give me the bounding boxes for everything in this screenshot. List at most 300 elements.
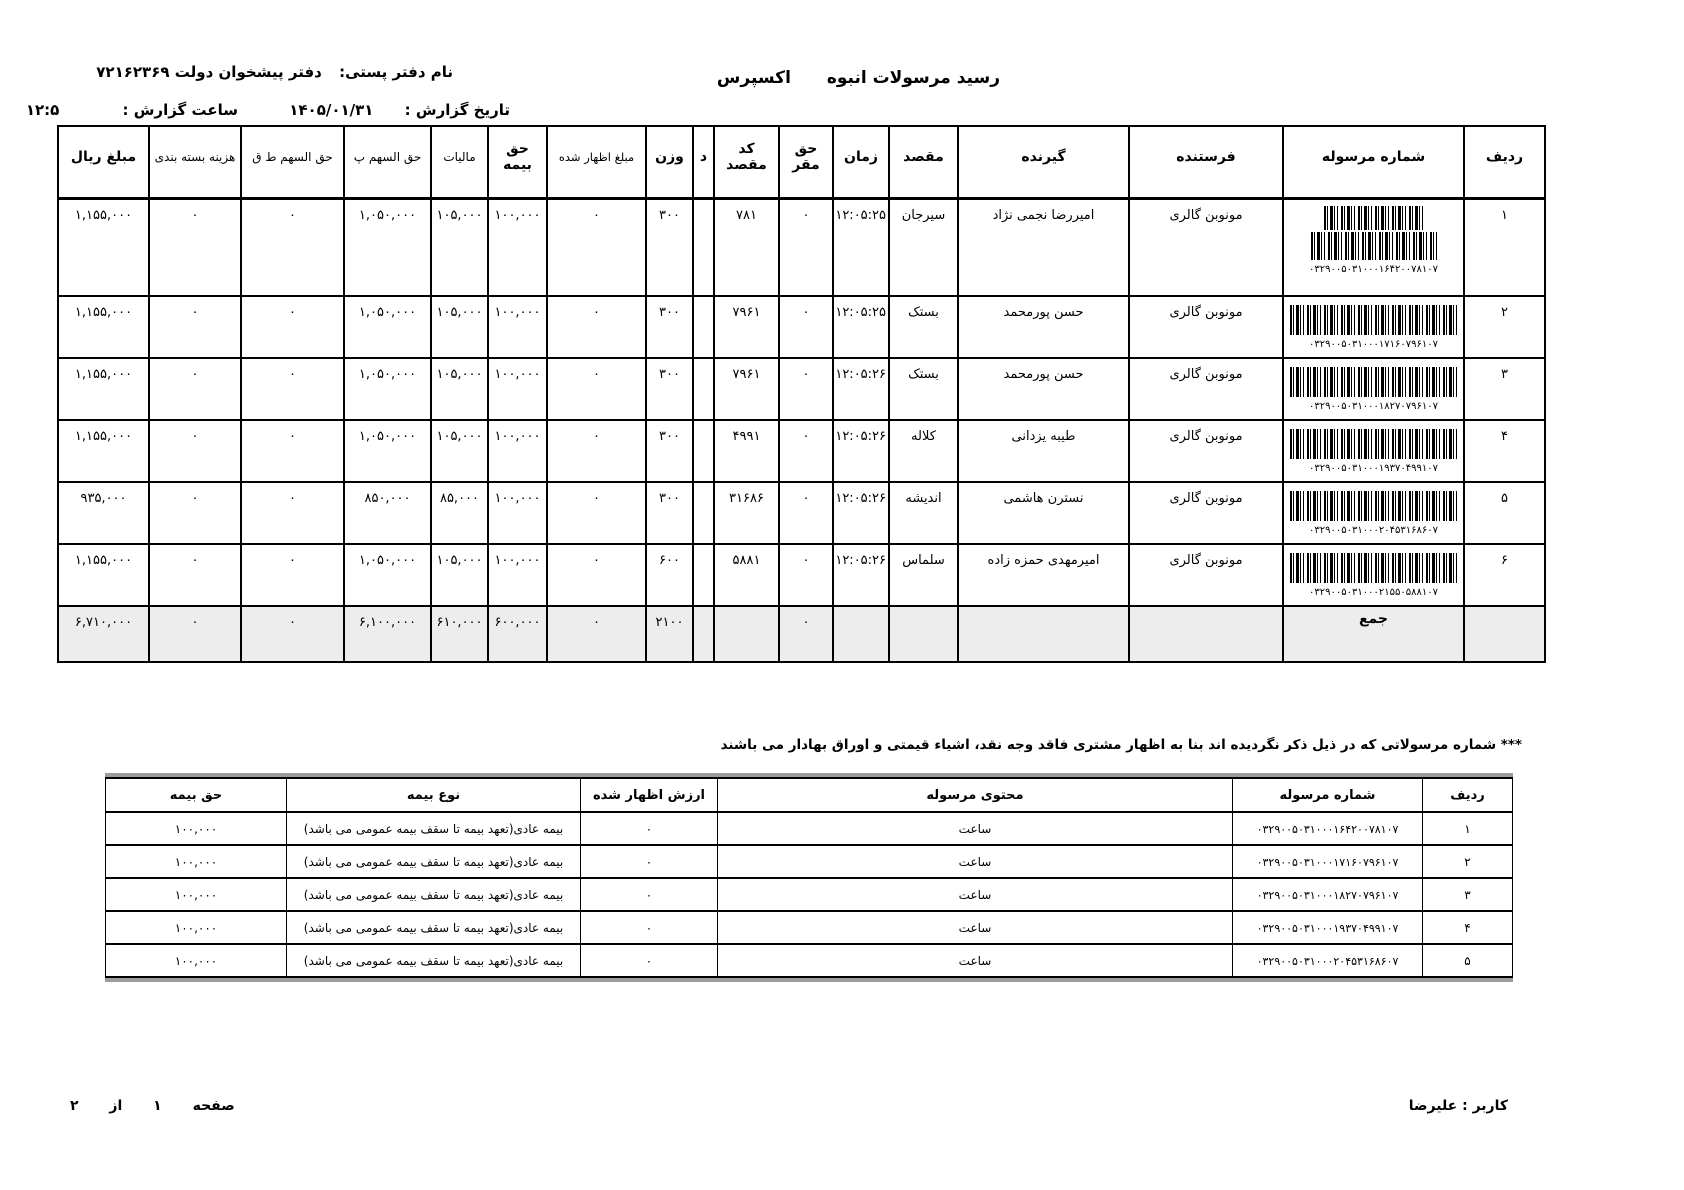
cell-tax (431, 296, 488, 358)
cell-value: ۳۰۰ (659, 208, 680, 223)
column-header-d: د (693, 126, 714, 199)
cell-value: ۹۳۵,۰۰۰ (80, 490, 127, 506)
column-header-insurance_fee: حق بیمه (106, 778, 287, 812)
cell-value: ۰ (289, 552, 296, 568)
cell-amount_rial (58, 358, 149, 420)
post-office-label: نام دفتر پستی: (339, 63, 453, 81)
cell-value: ۰ (289, 208, 296, 223)
cell-insurance (488, 544, 547, 606)
total-value: ۰ (802, 614, 810, 630)
cell-haq_maqar (779, 199, 833, 296)
cell-value: ۱,۰۵۰,۰۰۰ (358, 366, 417, 382)
column-header-declared: مبلغ اظهار شده (547, 126, 646, 199)
cell-insurance_type (287, 911, 581, 944)
cell-tracking (1283, 296, 1464, 358)
cell-value: بیمه عادی(تعهد بیمه تا سقف بیمه عمومی می باشد) (303, 854, 564, 869)
cell-value: ۱۰۵,۰۰۰ (436, 428, 483, 444)
cell-declared (547, 544, 646, 606)
cell-haq_maqar (779, 420, 833, 482)
cell-radif (1464, 482, 1545, 544)
total-cell-share_p (344, 606, 431, 662)
column-header-tracking: شماره مرسوله (1233, 778, 1423, 812)
cell-value: ۳ (1464, 887, 1471, 902)
cell-amount_rial (58, 482, 149, 544)
total-cell-dest_code (714, 606, 779, 662)
cell-d (693, 296, 714, 358)
column-header-radif: ردیف (1423, 778, 1513, 812)
shipments-table-container (57, 125, 1546, 663)
cell-weight (646, 420, 693, 482)
cell-declared_value (581, 944, 718, 977)
cell-value: ۲ (1501, 304, 1508, 320)
contents-row (106, 944, 1513, 977)
cell-dest_code (714, 199, 779, 296)
column-header-dest_code: کد مقصد (714, 126, 779, 199)
cell-value: ۱۲:۰۵:۲۵ (835, 208, 886, 223)
cell-d (693, 358, 714, 420)
cell-tracking (1283, 358, 1464, 420)
cell-share_tq (241, 199, 344, 296)
cell-value: ۰ (191, 208, 199, 223)
report-time-label: ساعت گزارش : (122, 101, 238, 119)
cell-value: ۰ (645, 920, 653, 935)
cell-tracking (1283, 199, 1464, 296)
cell-value: ۱۰۵,۰۰۰ (436, 552, 483, 568)
cell-sender (1129, 544, 1283, 606)
cell-value: ۰ (593, 552, 600, 568)
cell-packing (149, 199, 241, 296)
contents-table-container (105, 773, 1513, 982)
cell-radif (1464, 358, 1545, 420)
cell-destination (889, 296, 958, 358)
cell-value: ۱۲:۰۵:۲۶ (835, 428, 886, 444)
cell-declared (547, 420, 646, 482)
cell-value: ۰۳۲۹۰۰۵۰۳۱۰۰۰۱۸۲۷۰۷۹۶۱۰۷ (1256, 888, 1399, 902)
column-header-packing: هزینه بسته بندی (149, 126, 241, 199)
shipment-row (58, 420, 1545, 482)
contents-row (106, 812, 1513, 845)
cell-tracking (1233, 878, 1423, 911)
barcode-image (1290, 553, 1458, 583)
cell-value: ۰ (802, 208, 810, 223)
cell-value: ساعت (958, 821, 992, 836)
cell-insurance_fee (106, 812, 287, 845)
cell-value: ۰ (802, 366, 810, 382)
shipment-row (58, 482, 1545, 544)
cell-value: ۲ (1464, 854, 1471, 869)
cell-share_p (344, 199, 431, 296)
cell-haq_maqar (779, 296, 833, 358)
barcode-image (1290, 429, 1458, 459)
cell-radif (1423, 878, 1513, 911)
cell-value: ۰ (645, 953, 653, 968)
cell-declared (547, 296, 646, 358)
footer-page-label: صفحه (192, 1098, 235, 1114)
cell-value: ۱۰۰,۰۰۰ (174, 854, 218, 869)
column-header-share_p: حق السهم پ (344, 126, 431, 199)
total-cell-weight (646, 606, 693, 662)
tracking-number: ۰۳۲۹۰۰۵۰۳۱۰۰۰۱۸۲۷۰۷۹۶۱۰۷ (1309, 400, 1438, 412)
cell-value: ساعت (958, 854, 992, 869)
cell-value: ۰ (289, 428, 296, 444)
cell-value: ۰ (191, 428, 199, 444)
cell-share_p (344, 420, 431, 482)
cell-value: ۰ (289, 490, 296, 506)
total-value: ۶۰۰,۰۰۰ (494, 614, 541, 630)
cell-value: ۰ (593, 304, 600, 320)
column-header-receiver: گیرنده (958, 126, 1129, 199)
cell-value: ۱۰۰,۰۰۰ (494, 304, 541, 320)
cell-tax (431, 358, 488, 420)
cell-share_p (344, 358, 431, 420)
cell-declared_value (581, 812, 718, 845)
cell-value: سلماس (902, 552, 945, 568)
cell-value: ۰ (593, 366, 600, 382)
cell-sender (1129, 420, 1283, 482)
cell-value: ۶۰۰ (659, 552, 680, 568)
tracking-number: ۰۳۲۹۰۰۵۰۳۱۰۰۰۱۹۳۷۰۴۹۹۱۰۷ (1309, 462, 1438, 474)
cell-tax (431, 420, 488, 482)
total-value: ۲۱۰۰ (655, 614, 684, 630)
cell-tracking (1233, 944, 1423, 977)
cell-tracking (1233, 845, 1423, 878)
no-valuables-note: *** شماره مرسولاتی که در ذیل ذکر نگردیده اند بنا به اظهار مشتری فاقد وجه نقد، اشیاء قیمتی و اوراق بهادار می باشند (720, 737, 1522, 753)
column-header-declared_value: ارزش اظهار شده (581, 778, 718, 812)
total-cell-destination (889, 606, 958, 662)
cell-value: کلاله (911, 428, 936, 444)
cell-d (693, 199, 714, 296)
cell-insurance (488, 296, 547, 358)
cell-value: ۵ (1501, 490, 1508, 506)
page-title (717, 68, 1000, 88)
main-table-header-row (58, 126, 1545, 199)
column-header-time: زمان (833, 126, 889, 199)
cell-time (833, 420, 889, 482)
cell-value: ۱,۰۵۰,۰۰۰ (358, 208, 417, 223)
cell-time (833, 482, 889, 544)
footer-page-of-label: از (109, 1098, 123, 1114)
cell-value: ساعت (958, 920, 992, 935)
cell-value: ۵ (1464, 953, 1471, 968)
cell-radif (1464, 199, 1545, 296)
cell-insurance (488, 199, 547, 296)
cell-share_tq (241, 482, 344, 544)
cell-value: مونوبن گالری (1169, 552, 1243, 568)
cell-value: بیمه عادی(تعهد بیمه تا سقف بیمه عمومی می باشد) (303, 821, 564, 836)
cell-radif (1464, 420, 1545, 482)
shipment-row (58, 199, 1545, 296)
cell-content (718, 944, 1233, 977)
report-date-value: ۱۴۰۵/۰۱/۳۱ (289, 101, 374, 119)
cell-d (693, 482, 714, 544)
total-row (58, 606, 1545, 662)
total-cell-sender (1129, 606, 1283, 662)
cell-destination (889, 358, 958, 420)
cell-value: طیبه یزدانی (1011, 428, 1076, 444)
cell-insurance_type (287, 845, 581, 878)
cell-declared (547, 358, 646, 420)
cell-value: حسن پورمحمد (1003, 366, 1084, 382)
total-value: ۶,۷۱۰,۰۰۰ (74, 614, 133, 630)
footer-page-current: ۱ (153, 1098, 162, 1114)
column-header-amount_rial: مبلغ ریال (58, 126, 149, 199)
cell-amount_rial (58, 420, 149, 482)
cell-value: ۰ (191, 490, 199, 506)
cell-value: امیرمهدی حمزه زاده (987, 552, 1100, 568)
total-cell-share_tq (241, 606, 344, 662)
tracking-number: ۰۳۲۹۰۰۵۰۳۱۰۰۰۲۱۵۵۰۵۸۸۱۰۷ (1309, 586, 1438, 598)
cell-share_tq (241, 296, 344, 358)
cell-packing (149, 482, 241, 544)
total-value: ۶,۱۰۰,۰۰۰ (358, 614, 417, 630)
cell-insurance_fee (106, 878, 287, 911)
cell-value: ۰ (191, 366, 199, 382)
cell-value: امیررضا نجمی نژاد (992, 208, 1095, 223)
footer-page-indicator (70, 1098, 235, 1114)
footer-user: کاربر : علیرضا (1408, 1098, 1508, 1114)
cell-insurance_type (287, 944, 581, 977)
cell-value: ۰ (593, 428, 600, 444)
cell-value: اندیشه (905, 490, 942, 506)
cell-insurance (488, 358, 547, 420)
cell-value: ۱۲:۰۵:۲۶ (835, 490, 886, 506)
cell-packing (149, 296, 241, 358)
cell-value: مونوبن گالری (1169, 366, 1243, 382)
cell-value: ۱,۱۵۵,۰۰۰ (74, 304, 133, 320)
cell-share_p (344, 296, 431, 358)
barcode-image (1311, 232, 1437, 260)
cell-radif (1423, 911, 1513, 944)
cell-value: ۸۵۰,۰۰۰ (364, 490, 411, 506)
cell-amount_rial (58, 199, 149, 296)
cell-receiver (958, 544, 1129, 606)
column-header-radif: ردیف (1464, 126, 1545, 199)
report-date-label: تاریخ گزارش : (404, 101, 510, 119)
cell-tracking (1283, 544, 1464, 606)
cell-value: ۱ (1464, 821, 1471, 836)
cell-value: ۱۰۰,۰۰۰ (174, 887, 218, 902)
cell-value: ۳۰۰ (659, 304, 680, 320)
cell-share_tq (241, 420, 344, 482)
cell-tracking (1283, 482, 1464, 544)
cell-tracking (1233, 812, 1423, 845)
total-cell-haq_maqar (779, 606, 833, 662)
cell-radif (1423, 845, 1513, 878)
cell-value: ۴ (1501, 428, 1508, 444)
cell-receiver (958, 358, 1129, 420)
total-cell-radif (1464, 606, 1545, 662)
cell-dest_code (714, 358, 779, 420)
cell-value: بیمه عادی(تعهد بیمه تا سقف بیمه عمومی می باشد) (303, 887, 564, 902)
cell-weight (646, 296, 693, 358)
cell-dest_code (714, 420, 779, 482)
cell-receiver (958, 482, 1129, 544)
cell-value: ۵۸۸۱ (732, 552, 761, 568)
cell-insurance_fee (106, 911, 287, 944)
cell-value: ۷۹۶۱ (732, 366, 761, 382)
cell-receiver (958, 420, 1129, 482)
total-cell-tracking (1283, 606, 1464, 662)
cell-share_tq (241, 358, 344, 420)
post-office-value: دفتر پیشخوان دولت ۷۲۱۶۲۳۶۹ (96, 63, 322, 81)
cell-tracking (1283, 420, 1464, 482)
page-title-main: رسید مرسولات انبوه (826, 68, 1000, 88)
cell-weight (646, 358, 693, 420)
cell-radif (1423, 944, 1513, 977)
total-value: ۰ (289, 614, 296, 630)
cell-value: ۷۸۱ (736, 208, 757, 223)
cell-tax (431, 482, 488, 544)
cell-receiver (958, 199, 1129, 296)
cell-value: ۱۰۵,۰۰۰ (436, 304, 483, 320)
column-header-weight: وزن (646, 126, 693, 199)
column-header-sender: فرستنده (1129, 126, 1283, 199)
cell-amount_rial (58, 296, 149, 358)
cell-value: ۱۰۰,۰۰۰ (494, 208, 541, 223)
cell-destination (889, 482, 958, 544)
cell-destination (889, 544, 958, 606)
cell-value: ۴ (1464, 920, 1471, 935)
column-header-insurance: حق بیمه (488, 126, 547, 199)
cell-value: ۱,۱۵۵,۰۰۰ (74, 208, 133, 223)
cell-share_tq (241, 544, 344, 606)
cell-packing (149, 420, 241, 482)
report-meta-line (26, 101, 510, 119)
main-table (57, 125, 1546, 663)
cell-value: بستک (908, 304, 939, 320)
cell-value: سیرجان (901, 208, 946, 223)
column-header-tax: مالیات (431, 126, 488, 199)
cell-value: ۱,۱۵۵,۰۰۰ (74, 366, 133, 382)
cell-time (833, 296, 889, 358)
total-cell-amount_rial (58, 606, 149, 662)
post-office-line (96, 63, 453, 81)
cell-value: ۱۲:۰۵:۲۶ (835, 552, 886, 568)
cell-declared (547, 199, 646, 296)
cell-time (833, 199, 889, 296)
cell-packing (149, 358, 241, 420)
total-value: ۰ (593, 614, 600, 630)
total-cell-packing (149, 606, 241, 662)
cell-value: ۱۰۰,۰۰۰ (494, 552, 541, 568)
cell-value: ۱,۰۵۰,۰۰۰ (358, 304, 417, 320)
column-header-tracking: شماره مرسوله (1283, 126, 1464, 199)
cell-haq_maqar (779, 544, 833, 606)
total-value: ۶۱۰,۰۰۰ (436, 614, 483, 630)
cell-haq_maqar (779, 358, 833, 420)
cell-value: مونوبن گالری (1169, 208, 1243, 223)
barcode-image (1290, 367, 1458, 397)
cell-value: ۰۳۲۹۰۰۵۰۳۱۰۰۰۱۷۱۶۰۷۹۶۱۰۷ (1256, 855, 1399, 869)
cell-value: ۱,۱۵۵,۰۰۰ (74, 552, 133, 568)
cell-value: ۰ (191, 552, 199, 568)
cell-value: ۱,۱۵۵,۰۰۰ (74, 428, 133, 444)
total-cell-d (693, 606, 714, 662)
cell-value: ۰ (802, 490, 810, 506)
cell-radif (1464, 544, 1545, 606)
cell-amount_rial (58, 544, 149, 606)
footer-page-total: ۲ (70, 1098, 79, 1114)
cell-insurance_fee (106, 944, 287, 977)
cell-value: ۰ (802, 304, 810, 320)
cell-value: ۳ (1501, 366, 1508, 382)
cell-share_p (344, 544, 431, 606)
cell-value: ۴۹۹۱ (732, 428, 761, 444)
cell-value: مونوبن گالری (1169, 428, 1243, 444)
shipment-row (58, 358, 1545, 420)
cell-weight (646, 482, 693, 544)
cell-value: بیمه عادی(تعهد بیمه تا سقف بیمه عمومی می باشد) (303, 953, 564, 968)
cell-value: ۳۰۰ (659, 366, 680, 382)
cell-weight (646, 544, 693, 606)
cell-packing (149, 544, 241, 606)
cell-insurance_type (287, 812, 581, 845)
barcode-image (1290, 305, 1458, 335)
cell-d (693, 544, 714, 606)
cell-insurance (488, 482, 547, 544)
cell-value: ساعت (958, 887, 992, 902)
cell-value: ۱۰۰,۰۰۰ (174, 920, 218, 935)
cell-weight (646, 199, 693, 296)
cell-value: ۰ (645, 854, 653, 869)
column-header-content: محتوی مرسوله (718, 778, 1233, 812)
cell-value: ۱۰۰,۰۰۰ (174, 821, 218, 836)
cell-declared_value (581, 845, 718, 878)
cell-value: نسترن هاشمی (1003, 490, 1084, 506)
contents-row (106, 845, 1513, 878)
contents-table-header-row (106, 778, 1513, 812)
cell-value: ۰ (593, 208, 600, 223)
cell-value: بستک (908, 366, 939, 382)
cell-tracking (1233, 911, 1423, 944)
total-value: ۰ (191, 614, 199, 630)
cell-value: ۳۱۶۸۶ (729, 490, 764, 506)
cell-value: ۰۳۲۹۰۰۵۰۳۱۰۰۰۱۶۴۲۰۰۷۸۱۰۷ (1256, 822, 1399, 836)
cell-radif (1464, 296, 1545, 358)
cell-declared (547, 482, 646, 544)
tracking-number: ۰۳۲۹۰۰۵۰۳۱۰۰۰۱۷۱۶۰۷۹۶۱۰۷ (1309, 338, 1438, 350)
cell-value: ۱,۰۵۰,۰۰۰ (358, 552, 417, 568)
cell-sender (1129, 199, 1283, 296)
cell-value: ۰ (802, 428, 810, 444)
cell-value: ۰ (802, 552, 810, 568)
cell-value: ۰ (289, 366, 296, 382)
cell-value: ۱۰۰,۰۰۰ (494, 428, 541, 444)
cell-content (718, 911, 1233, 944)
cell-value: بیمه عادی(تعهد بیمه تا سقف بیمه عمومی می باشد) (303, 920, 564, 935)
cell-value: ۱۰۰,۰۰۰ (494, 490, 541, 506)
cell-insurance_fee (106, 845, 287, 878)
cell-sender (1129, 482, 1283, 544)
cell-value: ۰۳۲۹۰۰۵۰۳۱۰۰۰۱۹۳۷۰۴۹۹۱۰۷ (1256, 921, 1399, 935)
cell-receiver (958, 296, 1129, 358)
cell-value: ۸۵,۰۰۰ (439, 490, 480, 506)
cell-value: ۳۰۰ (659, 428, 680, 444)
cell-value: ۱,۰۵۰,۰۰۰ (358, 428, 417, 444)
cell-value: ۱۰۵,۰۰۰ (436, 208, 483, 223)
cell-value: ۰ (289, 304, 296, 320)
cell-time (833, 544, 889, 606)
tracking-number: ۰۳۲۹۰۰۵۰۳۱۰۰۰۲۰۴۵۳۱۶۸۶۰۷ (1309, 524, 1438, 536)
cell-sender (1129, 296, 1283, 358)
cell-tax (431, 544, 488, 606)
cell-value: ۰ (593, 490, 600, 506)
cell-time (833, 358, 889, 420)
cell-value: حسن پورمحمد (1003, 304, 1084, 320)
cell-value: ۰ (191, 304, 199, 320)
barcode-image (1290, 491, 1458, 521)
cell-destination (889, 420, 958, 482)
